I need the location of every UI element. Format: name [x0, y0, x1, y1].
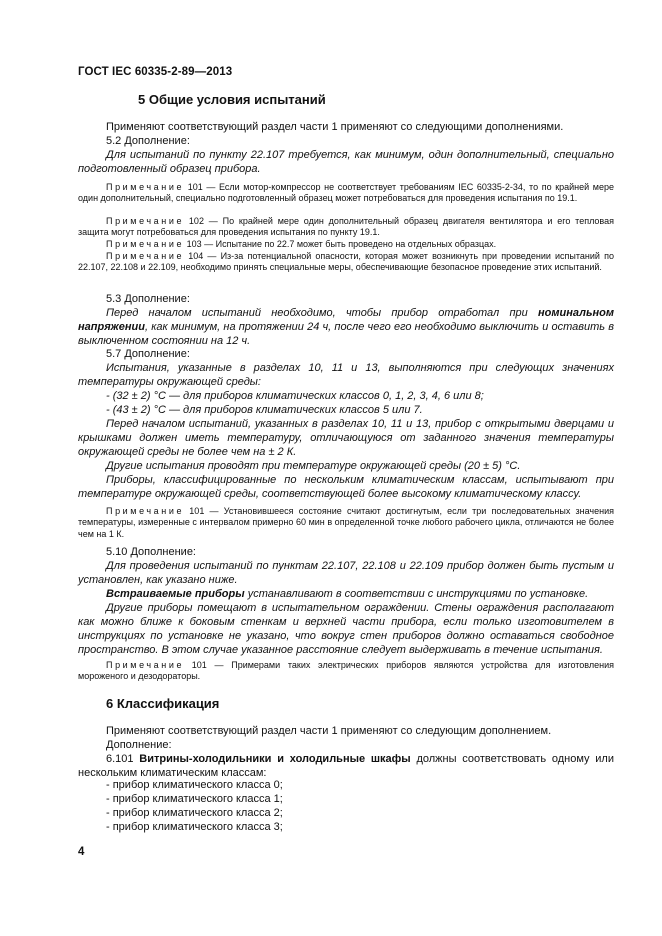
note-text: 103 — Испытание по 22.7 может быть проведено на отдельных образцах.	[184, 239, 497, 249]
clause-5-10-para-2	[78, 587, 614, 601]
clause-5-10-para-2-text: устанавливают в соответствии с инструкциями по установке.	[244, 588, 589, 600]
clause-6-101-text: должны соответствовать одному или нескольким климатическим классам:	[78, 753, 614, 779]
clause-5-7-item-2: - (43 ± 2) °С — для приборов климатических классов 5 или 7.	[106, 404, 423, 416]
note-text: 102 — По крайней мере один дополнительный образец двигателя вентилятора и его тепловая защита могут потребоваться для проведения испытания по пункту 19.1.	[78, 216, 614, 238]
clause-5-2-label: 5.2 Дополнение:	[106, 135, 190, 147]
section-6-intro: Применяют соответствующий раздел части 1 применяют со следующим дополнением.	[106, 725, 552, 737]
built-in-appliances-term: Встраиваемые приборы	[106, 588, 245, 600]
section-6-title: 6 Классификация	[106, 696, 220, 711]
note-5-10-101	[78, 660, 614, 683]
clause-number: 6.101	[106, 753, 140, 765]
note-text: 101 — Примерами таких электрических приборов являются устройства для изготовления мороженого и дезодораторы.	[78, 660, 614, 682]
document-header: ГОСТ IEC 60335-2-89—2013	[78, 66, 233, 78]
note-word: Примечание	[106, 251, 185, 261]
clause-5-10-label: 5.10 Дополнение:	[106, 546, 196, 558]
section-6-addition: Дополнение:	[106, 739, 172, 751]
clause-5-3-text-a: Перед началом испытаний необходимо, чтобы прибор отработал при	[106, 307, 538, 319]
clause-5-7-item-1: - (32 ± 2) °С — для приборов климатических классов 0, 1, 2, 3, 4, 6 или 8;	[106, 390, 484, 402]
note-word: Примечание	[106, 660, 185, 670]
clause-5-7-para-4: Приборы, классифицированные по нескольким климатическим классам, испытывают при температуре окружающей среды, соответствующей более высокому климатическому классу.	[78, 474, 614, 500]
note-text: 104 — Из-за потенциальной опасности, которая может возникнуть при проведении испытаний по 22.107, 22.108 и 22.109, необходимо принять специальные меры, обеспечивающие безопасное проведение этих испытаний.	[78, 251, 614, 273]
note-5-2-103	[78, 239, 614, 250]
note-5-2-102	[78, 216, 614, 239]
clause-5-10-para-3: Другие приборы помещают в испытательном ограждении. Стены ограждения располагают как можно ближе к боковым стенкам и верхней части прибора, если только изготовителем в инструкциях по установке не указано, что вокруг стен приборов должно оставаться свободное пространство. В этом случае указанное расстояние следует выдерживать в течение испытания.	[78, 602, 614, 656]
note-5-7-101	[78, 506, 614, 540]
clause-5-7-para-2: Перед началом испытаний, указанных в разделах 10, 11 и 13, прибор с открытыми дверцами и крышками должен иметь температуру, отличающуюся от заданного значения температуры окружающей среды не более чем на ± 2 К.	[78, 418, 614, 458]
note-text: 101 — Если мотор-компрессор не соответствует требованиям IEC 60335-2-34, то по крайней мере один дополнительный, специально подготовленный образец может потребоваться для проведения испытания по 19.1.	[78, 182, 614, 204]
class-list-item: - прибор климатического класса 0;	[106, 779, 283, 791]
note-word: Примечание	[106, 182, 185, 192]
section-5-title: 5 Общие условия испытаний	[138, 92, 326, 107]
display-cabinets-term: Витрины-холодильники и холодильные шкафы	[139, 753, 411, 765]
note-5-2-104	[78, 251, 614, 274]
note-word: Примечание	[106, 239, 185, 249]
page-number: 4	[78, 846, 85, 858]
clause-5-3-label: 5.3 Дополнение:	[106, 293, 190, 305]
clause-5-7-text: Испытания, указанные в разделах 10, 11 и 13, выполняются при следующих значениях температуры окружающей среды:	[78, 362, 614, 388]
clause-5-7-label: 5.7 Дополнение:	[106, 348, 190, 360]
class-list-item: - прибор климатического класса 3;	[106, 821, 283, 833]
note-text: 101 — Установившееся состояние считают достигнутым, если три последовательных значения температуры, измеренные с интервалом примерно 60 мин в определенной точке любого рабочего цикла, отличаются не более чем на 1 К.	[78, 506, 614, 539]
clause-5-10-text: Для проведения испытаний по пунктам 22.107, 22.108 и 22.109 прибор должен быть пустым и установлен, как указано ниже.	[78, 560, 614, 586]
note-word: Примечание	[106, 216, 185, 226]
clause-5-7-para-3: Другие испытания проводят при температуре окружающей среды (20 ± 5) °С.	[106, 460, 521, 472]
clause-6-101	[78, 752, 614, 780]
note-word: Примечание	[106, 506, 185, 516]
section-5-intro: Применяют соответствующий раздел части 1 применяют со следующими дополнениями.	[106, 121, 564, 133]
clause-5-3-text-b: , как минимум, на протяжении 24 ч, после чего его необходимо выключить и оставить в выключенном состоянии на 12 ч.	[78, 321, 614, 347]
class-list-item: - прибор климатического класса 2;	[106, 807, 283, 819]
class-list-item: - прибор климатического класса 1;	[106, 793, 283, 805]
clause-5-3-text	[78, 306, 614, 348]
note-5-2-101	[78, 182, 614, 205]
rated-voltage-term: номинальном напряжении	[78, 307, 614, 333]
clause-5-2-text: Для испытаний по пункту 22.107 требуется, как минимум, один дополнительный, специально подготовленный образец прибора.	[78, 149, 614, 175]
